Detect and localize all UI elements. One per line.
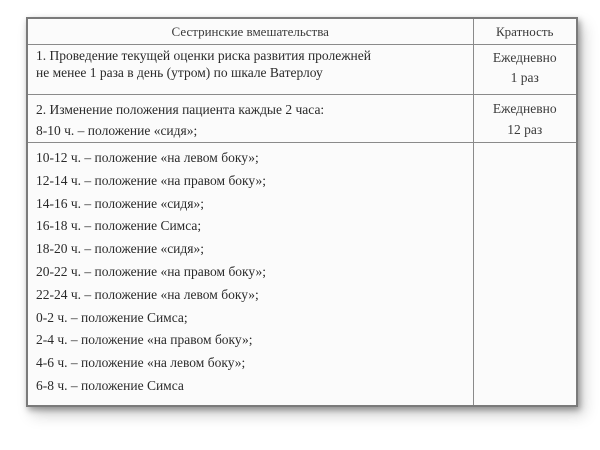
repositioning-frequency-block: [474, 95, 577, 143]
frequency-count: 12 раз: [507, 122, 543, 137]
schedule-item: 18-20 ч. – положение «сидя»;: [36, 241, 204, 257]
schedule-item: 4-6 ч. – положение «на левом боку»;: [36, 355, 246, 371]
schedule-item: 14-16 ч. – положение «сидя»;: [36, 195, 204, 211]
schedule-item: 0-2 ч. – положение Симса;: [36, 309, 188, 325]
schedule-item: 16-18 ч. – положение Симса;: [36, 218, 202, 234]
schedule-item: 6-8 ч. – положение Симса: [36, 377, 184, 393]
document-frame: [26, 17, 578, 407]
schedule-item: 8-10 ч. – положение «сидя»;: [36, 123, 198, 138]
frequency-period: Ежедневно: [492, 50, 557, 65]
repositioning-header-block: [28, 95, 473, 143]
risk-assessment-line-2: не менее 1 раза в день (утром) по шкале Ватерлоу: [36, 65, 323, 80]
row-risk-assessment: [28, 45, 576, 95]
header-frequency: Кратность: [473, 19, 576, 45]
repositioning-title: 2. Изменение положения пациента каждые 2 часа:: [36, 102, 325, 117]
row-repositioning: [28, 95, 576, 406]
schedule-item: 22-24 ч. – положение «на левом боку»;: [36, 286, 259, 302]
schedule-item: 2-4 ч. – положение «на правом боку»;: [36, 332, 253, 348]
nursing-interventions-table: [28, 19, 576, 405]
schedule-item: 10-12 ч. – положение «на левом боку»;: [36, 150, 259, 165]
header-row: [28, 19, 576, 45]
repositioning-frequency: [473, 95, 576, 406]
risk-assessment-line-1: 1. Проведение текущей оценки риска развития пролежней: [36, 48, 371, 63]
repositioning-schedule: [28, 143, 473, 398]
header-interventions: Сестринские вмешательства: [28, 19, 473, 45]
frequency-period: Ежедневно: [492, 101, 557, 116]
schedule-item: 20-22 ч. – положение «на правом боку»;: [36, 263, 267, 279]
repositioning-text: [28, 95, 473, 406]
frequency-count: 1 раз: [510, 70, 539, 85]
risk-assessment-text: [28, 45, 473, 95]
risk-assessment-frequency: [473, 45, 576, 95]
schedule-item: 12-14 ч. – положение «на правом боку»;: [36, 172, 267, 188]
